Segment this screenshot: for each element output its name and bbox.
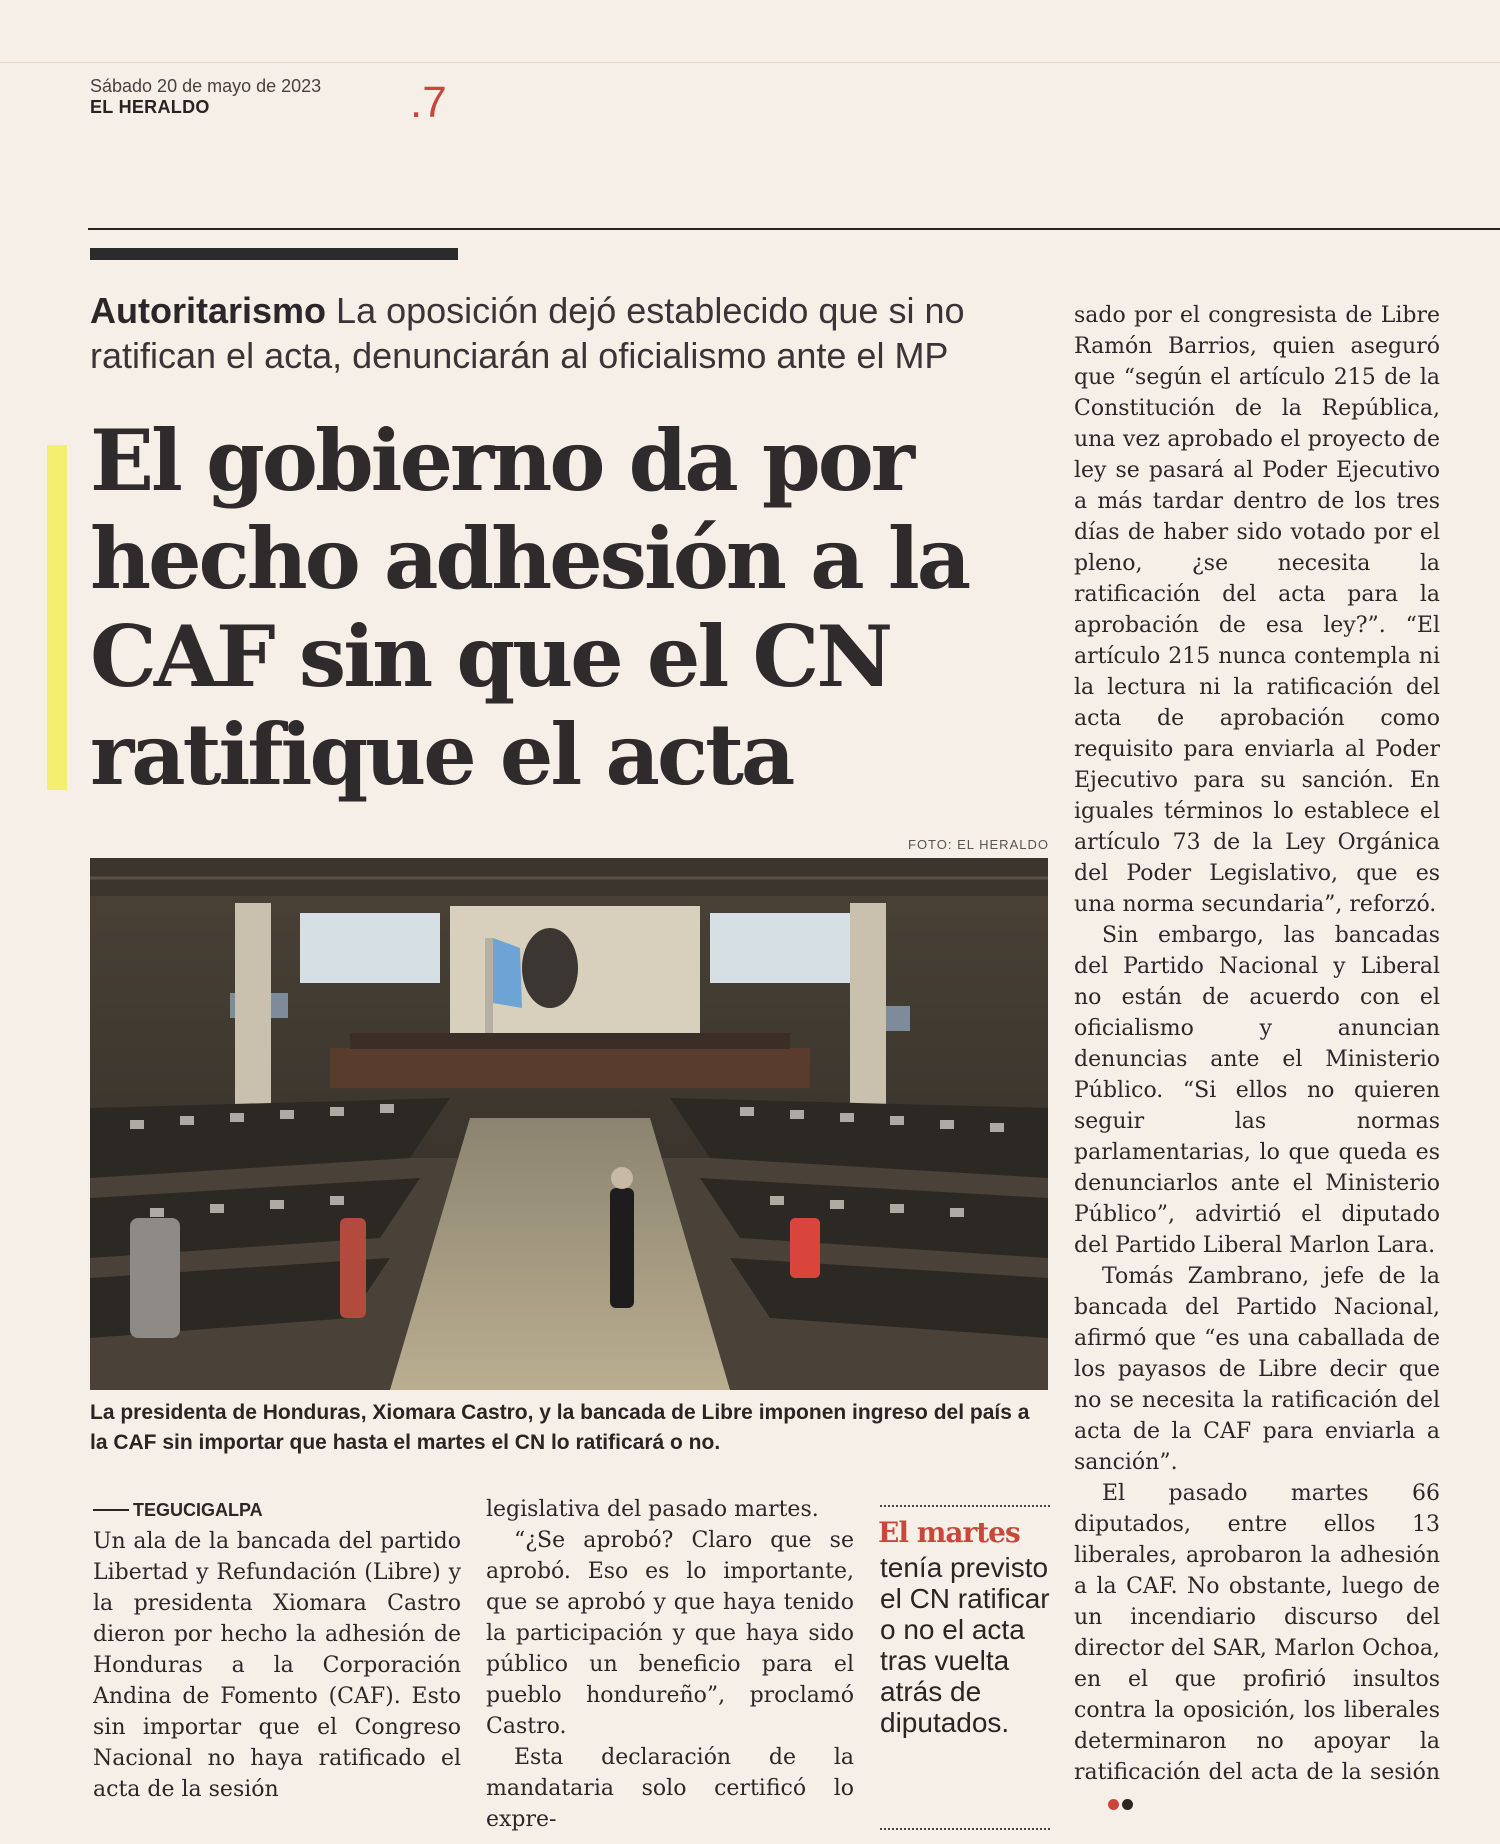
pullquote-top-rule <box>880 1505 1050 1507</box>
dateline-rule <box>93 1509 129 1511</box>
article-column-1 <box>93 1494 461 1805</box>
pullquote-body: tenía previsto el CN ratificar o no el acta tras vuelta atrás de diputados. <box>880 1552 1050 1738</box>
article-column-4 <box>1074 300 1440 1819</box>
header-rule <box>88 228 1500 230</box>
article-paragraph: legislativa del pasado martes. <box>486 1497 819 1522</box>
issue-date: Sábado 20 de mayo de 2023 <box>90 76 322 96</box>
article-paragraph-last <box>1074 1478 1440 1819</box>
article-paragraph: sado por el congresista de Libre Ramón Barrios, quien aseguró que “según el artículo 215 de la Constitución de la República, una vez aprobado el proyecto de ley se pasará al Poder Ejecutivo a más tardar dentro de los tres días de haber sido votado por el pleno, ¿se necesita la ratificación del acta para la aprobación de esa ley?”. “El artículo 215 nunca contempla ni la lectura ni la ratificación del acta de aprobación como requisito para enviarla al Poder Ejecutivo para su sanción. En iguales términos lo establece el artículo 73 de la Ley Orgánica del Poder Legislativo, que es una norma secundaria”, reforzó. <box>1074 303 1440 917</box>
article-paragraph: Un ala de la bancada del partido Libertad y Refundación (Libre) y la presidenta Xiomara Castro dieron por hecho la adhesión de Honduras a la Corporación Andina de Fomento (CAF). Esto sin importar que el Congreso Nacional no haya ratificado el acta de la sesión <box>93 1529 461 1802</box>
article-paragraph: “¿Se aprobó? Claro que se aprobó. Eso es lo importante, que se aprobó y que haya tenido la participación y que haya sido público un beneficio para el pueblo hondureño”, proclamó Castro. <box>486 1528 854 1739</box>
dateline: TEGUCIGALPA <box>133 1500 263 1520</box>
kicker-text: La oposición dejó establecido que si no ratifican el acta, denunciarán al oficialismo ante el MP <box>90 290 965 376</box>
pullquote-title: El martes <box>878 1516 1020 1549</box>
photo-caption: La presidenta de Honduras, Xiomara Castro, y la bancada de Libre imponen ingreso del país a la CAF sin importar que hasta el martes el CN lo ratificará o no. <box>90 1401 1030 1454</box>
kicker-label: Autoritarismo <box>90 290 327 331</box>
highlighter-mark <box>47 445 67 790</box>
page-edge-line <box>0 62 1500 63</box>
page-number: .7 <box>410 78 447 127</box>
photo-credit: FOTO: EL HERALDO <box>908 837 1049 852</box>
congress-chamber-illustration <box>90 858 1048 1390</box>
end-mark-icon <box>1080 1788 1136 1819</box>
article-paragraph: Tomás Zambrano, jefe de la bancada del Partido Nacional, afirmó que “es una caballada de los payasos de Libre decir que no se necesita la ratificación del acta de la CAF para enviarla a sanción”. <box>1074 1264 1440 1475</box>
article-paragraph: Esta declaración de la mandataria solo certificó lo expre- <box>486 1745 854 1832</box>
pullquote-bottom-rule <box>880 1828 1050 1830</box>
article-column-2 <box>486 1494 854 1835</box>
section-bar <box>90 248 458 260</box>
article-paragraph-text: El pasado martes 66 diputados, entre ellos 13 liberales, aprobaron la adhesión a la CAF. No obstante, luego de un incendiario discurso del director del SAR, Marlon Ochoa, en el que profirió insultos contra la oposición, los liberales determinaron no apoyar la ratificación del acta de la sesión <box>1074 1481 1440 1785</box>
headline: El gobierno da por hecho adhesión a la CAF sin que el CN ratifique el acta <box>90 411 969 804</box>
kicker <box>90 288 1050 378</box>
congress-photo <box>90 858 1048 1390</box>
newspaper-name: EL HERALDO <box>90 97 210 117</box>
article-paragraph: Sin embargo, las bancadas del Partido Nacional y Liberal no están de acuerdo con el oficialismo y anuncian denuncias ante el Ministerio Público. “Si ellos no quieren seguir las normas parlamentarias, lo que queda es denunciarlos ante el Ministerio Público”, advirtió el diputado del Partido Liberal Marlon Lara. <box>1074 923 1440 1258</box>
